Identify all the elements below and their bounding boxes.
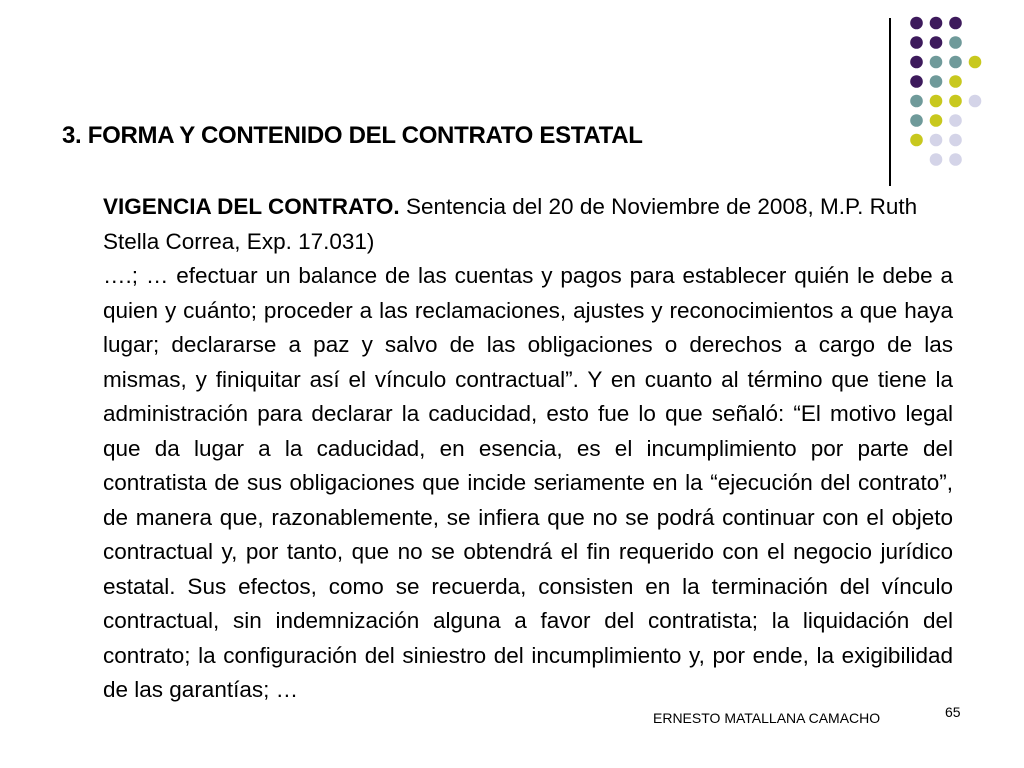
slide-title: 3. FORMA Y CONTENIDO DEL CONTRATO ESTATAL (62, 122, 643, 149)
page-number: 65 (945, 704, 961, 720)
citation-heading-rest: Sentencia del 20 de Noviembre de 2008, M.P. Ruth Stella Correa, Exp. 17.031) (103, 194, 918, 254)
decorative-dot (930, 36, 943, 49)
decorative-dot (949, 75, 962, 88)
decorative-dot (949, 134, 962, 147)
decorative-dot (910, 56, 923, 69)
slide-body (103, 190, 953, 708)
decorative-dot (930, 75, 943, 88)
decorative-dot (930, 56, 943, 69)
decorative-dot (930, 114, 943, 127)
decorative-dot (930, 17, 943, 30)
decorative-dot (949, 36, 962, 49)
decorative-dot (910, 36, 923, 49)
decorative-dot (910, 17, 923, 30)
decorative-dot (949, 114, 962, 127)
decorative-dot (930, 153, 943, 166)
decorative-dot (910, 95, 923, 108)
decorative-dot (930, 95, 943, 108)
citation-heading-bold: VIGENCIA DEL CONTRATO. (103, 194, 400, 219)
vertical-divider-line (889, 18, 891, 186)
quoted-paragraph: ….; … efectuar un balance de las cuentas y pagos para establecer quién le debe a quien y cuánto; proceder a las reclamaciones, ajustes y reconocimientos a que haya lugar; declararse a paz y salvo de las obligaciones o derechos a cargo de las mismas, y finiquitar así el vínculo contractual”. Y en cuanto al término que tiene la administración para declarar la caducidad, esto fue lo que señaló: “El motivo legal que da lugar a la caducidad, en esencia, es el incumplimiento por parte del contratista de sus obligaciones que incide seriamente en la “ejecución del contrato”, de manera que, razonablemente, se infiera que no se podrá continuar con el objeto contractual y, por tanto, que no se obtendrá el fin requerido con el negocio jurídico estatal. Sus efectos, como se recuerda, consisten en la terminación del vínculo contractual, sin indemnización alguna a favor del contratista; la liquidación del contrato; la configuración del siniestro del incumplimiento y, por ende, la exigibilidad de las garantías; … (103, 263, 953, 702)
decorative-dot (949, 56, 962, 69)
decorative-dot (910, 114, 923, 127)
decorative-dot (949, 95, 962, 108)
decorative-dot-pattern (0, 0, 1024, 200)
decorative-dot (969, 56, 982, 69)
footer-author: ERNESTO MATALLANA CAMACHO (653, 710, 881, 726)
decorative-dot (910, 134, 923, 147)
decorative-dot (930, 134, 943, 147)
decorative-dot (949, 153, 962, 166)
decorative-dot (969, 95, 982, 108)
decorative-dot (910, 75, 923, 88)
citation-line (103, 190, 953, 259)
decorative-dot (949, 17, 962, 30)
